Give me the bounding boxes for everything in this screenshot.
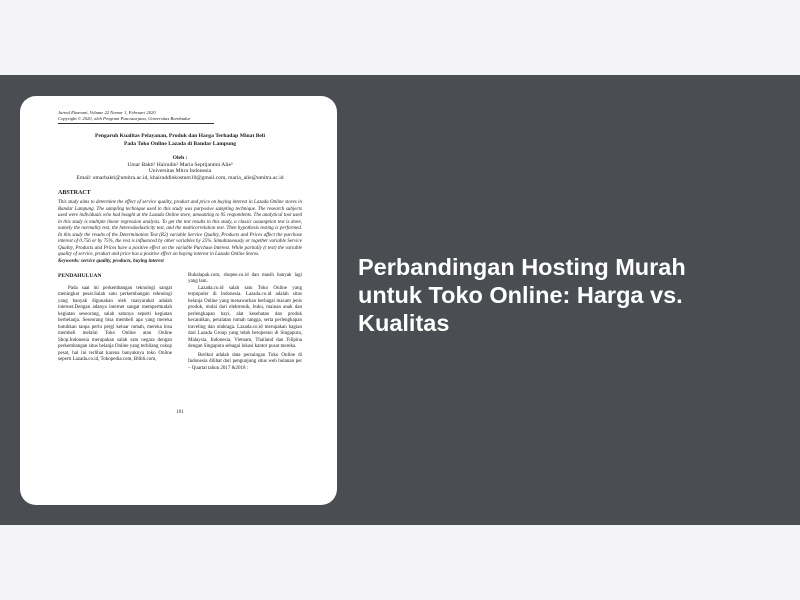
abstract-text: This study aims to determine the effect of service quality, product and price on buying interest in Lazada Online stores in Bandar Lampung. The sampling technique used in this study was purposive sampling technique. The research subjects used were individuals who had bought at the Lazada Online store, amounting to 95 respondents. The analytical tool used in this study is multiple linear regression analysis. To get the test results in this study, a classic assumption test is done, namely the normality test, the heteroskedasticity test, and the multicorrelation test. Then hypothesis testing is performed. In this study the results of the Determination Test (R2) variable Service Quality, Products and Prices affect the purchase interest of 0.756 or by 75%, the rest is influenced by other variables by 25%. Simultaneously or together variable Service Quality, Products and Prices have a positive effect on the variable Purchase Interest. While partially (t test) the variable quality of service, product and price has a positive effect on buying interest in Lazada Online Stores.	[58, 200, 302, 257]
article-headline[interactable]: Perbandingan Hosting Murah untuk Toko Online: Harga vs. Kualitas	[358, 254, 686, 336]
right-column-para-3: Berikut adalah data persaingan Toko Online di Indonesia dilihat dari pengunjung situs web bulanan per – Quartal tahun 2017 &2018 :	[188, 352, 302, 371]
journal-page-preview	[58, 110, 302, 416]
right-column	[188, 273, 302, 375]
paper-title-line-1: Pengaruh Kualitas Pelayanan, Produk dan Harga Terhadap Minat Beli	[94, 133, 266, 140]
journal-header	[58, 110, 214, 124]
paper-title	[58, 133, 302, 148]
left-column	[58, 273, 172, 375]
abstract-heading: ABSTRACT	[58, 189, 91, 196]
paper-email: Email: umarbakti@umitra.ac.id, khairuddinkostum10@gmail.com, maria_alie@umitra.ac.id	[76, 175, 284, 182]
right-column-para-2: Lazada.co.id salah satu Toko Online yang terpopuler di Indonesia. Lazada.co.id adalah situs belanja Online yang menawarkan berbagai macam jenis produk, mulai dari elektronik, buku, mainan anak dan perlengkapan bayi, alat kesehatan dan produk kecantikan, peralatan rumah tangga, serta perlengkapan traveling dan olahraga. Lazada.co.id merupakan bagian dari Lazada Group yang telah beroperasi di Singapura, Malaysia, Indonesia, Vietnam, Thailand dan Filipina dengan Singapura sebagai lokasi kantor pusat mereka.	[188, 285, 302, 349]
page-number: 101	[176, 410, 184, 415]
journal-line-2: Copyright © 2020, oleh Program Pascasarjana, Universitas Borobudur	[58, 115, 191, 121]
journal-line-1: Jurnal Ekonomi, Volume 22 Nomor 1, Februari 2020	[58, 110, 156, 115]
keywords: Keywords: service quality, products, buying interest	[58, 258, 164, 264]
oleh-label: Oleh :	[172, 155, 188, 161]
paper-university: Universitas Mitra Indonesia	[148, 168, 212, 175]
left-column-text: Pada saat ini perkembangan teknologi sangat meningkat pesat.Salah satu perkembangan teknologi yang banyak digunakan oleh masyarakat adalah internet.Dengan adanya internet sangat mempermudah kegiatan seseorang, salah satunya seperti kegiatan berbelanja. Seseorang bisa membeli apa yang mereka butuhkan tanpa perlu pergi keluar rumah, mereka bisa membeli melalui Toko Online atau Online Shop.Indonesia merupakan salah satu negara dengan perkembangan situs belanja Online yang terbilang cukup pesat, hal ini terlihat karena banyaknya toko Online seperti Lazada.co.id, Tokopedia.com, Blibli.com,	[58, 285, 172, 363]
body-columns	[58, 273, 302, 375]
paper-thumbnail-card[interactable]	[20, 96, 337, 505]
section-heading: PENDAHULUAN	[58, 272, 102, 279]
paper-title-line-2: Pada Toko Online Lazada di Bandar Lampung	[123, 140, 237, 147]
paper-authors: Umar Bakti¹ Hairudin² Maria Septijantini Alie³	[127, 161, 233, 168]
right-column-para-1: Bukalapak.com, shopee.co.id dan masih banyak lagi yang lain.	[188, 272, 302, 284]
